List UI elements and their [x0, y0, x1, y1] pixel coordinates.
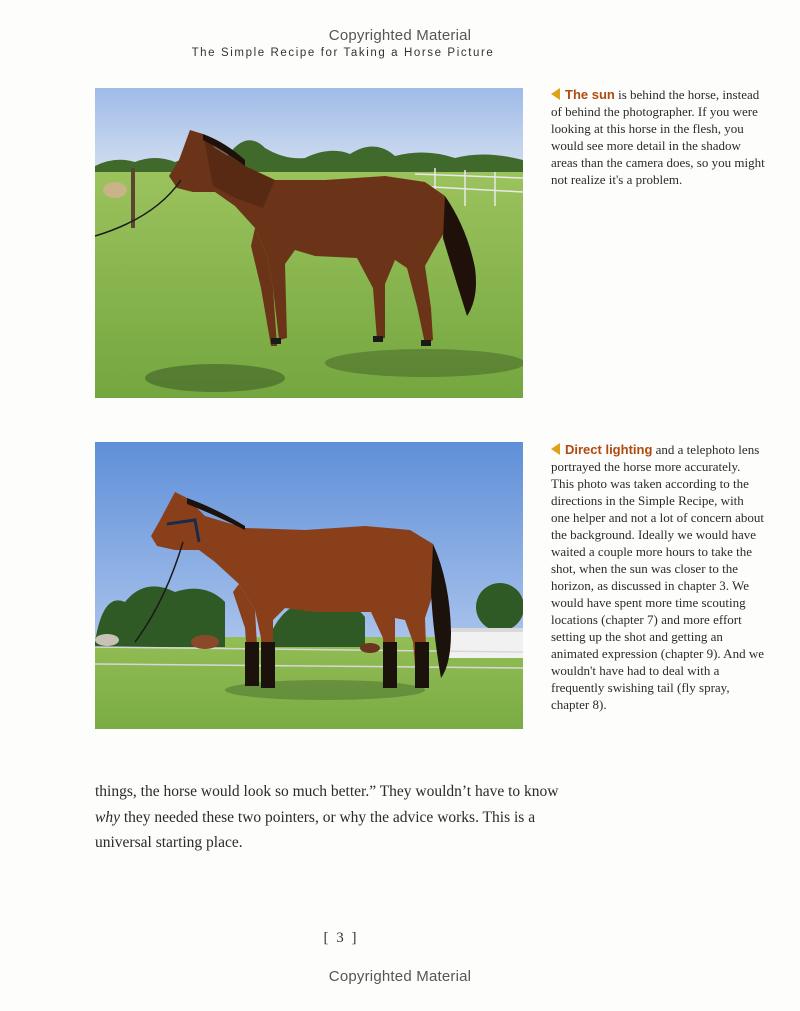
body-line	[95, 805, 595, 831]
caption-arrow-icon	[551, 443, 560, 455]
body-line: universal starting place.	[95, 834, 243, 851]
watermark-bottom: Copyrighted Material	[328, 968, 472, 985]
body-line-rest: they needed these two pointers, or why the advice works. This is a	[119, 808, 536, 826]
horse-photo-backlit	[95, 88, 523, 398]
body-paragraph	[95, 779, 595, 856]
caption-text: is behind the horse, instead of behind the photographer. If you were looking at this horse in the flesh, you would see more detail in the shadow areas than the camera does, so you might not realize it's a problem.	[551, 87, 765, 187]
caption-text: and a telephoto lens portrayed the horse more accurately. This photo was taken according to the directions in the Simple Recipe, with one helper and not a lot of concern about the background. Ideally we would have waited a couple more hours to take the shot, when the sun was closer to the horizon, as discussed in chapter 3. We would have spent more time scouting locations (chapter 7) and more effort setting up the shot and getting an animated expression (chapter 9). And we wouldn't have had to deal with a frequently swishing tail (fly spray, chapter 8).	[551, 442, 764, 712]
caption-arrow-icon	[551, 88, 560, 100]
page-number: [ 3 ]	[323, 930, 359, 946]
emphasis-why: why	[95, 808, 120, 826]
running-head: The Simple Recipe for Taking a Horse Picture	[191, 47, 495, 59]
horse-photo-direct-light	[95, 442, 523, 729]
body-line: things, the horse would look so much better.” They wouldn’t have to know	[95, 783, 559, 800]
caption-direct-lighting	[551, 441, 765, 713]
caption-sun-behind-horse	[551, 86, 765, 188]
watermark-top: Copyrighted Material	[328, 27, 472, 44]
caption-lead: Direct lighting	[565, 442, 653, 457]
caption-lead: The sun	[565, 87, 615, 102]
